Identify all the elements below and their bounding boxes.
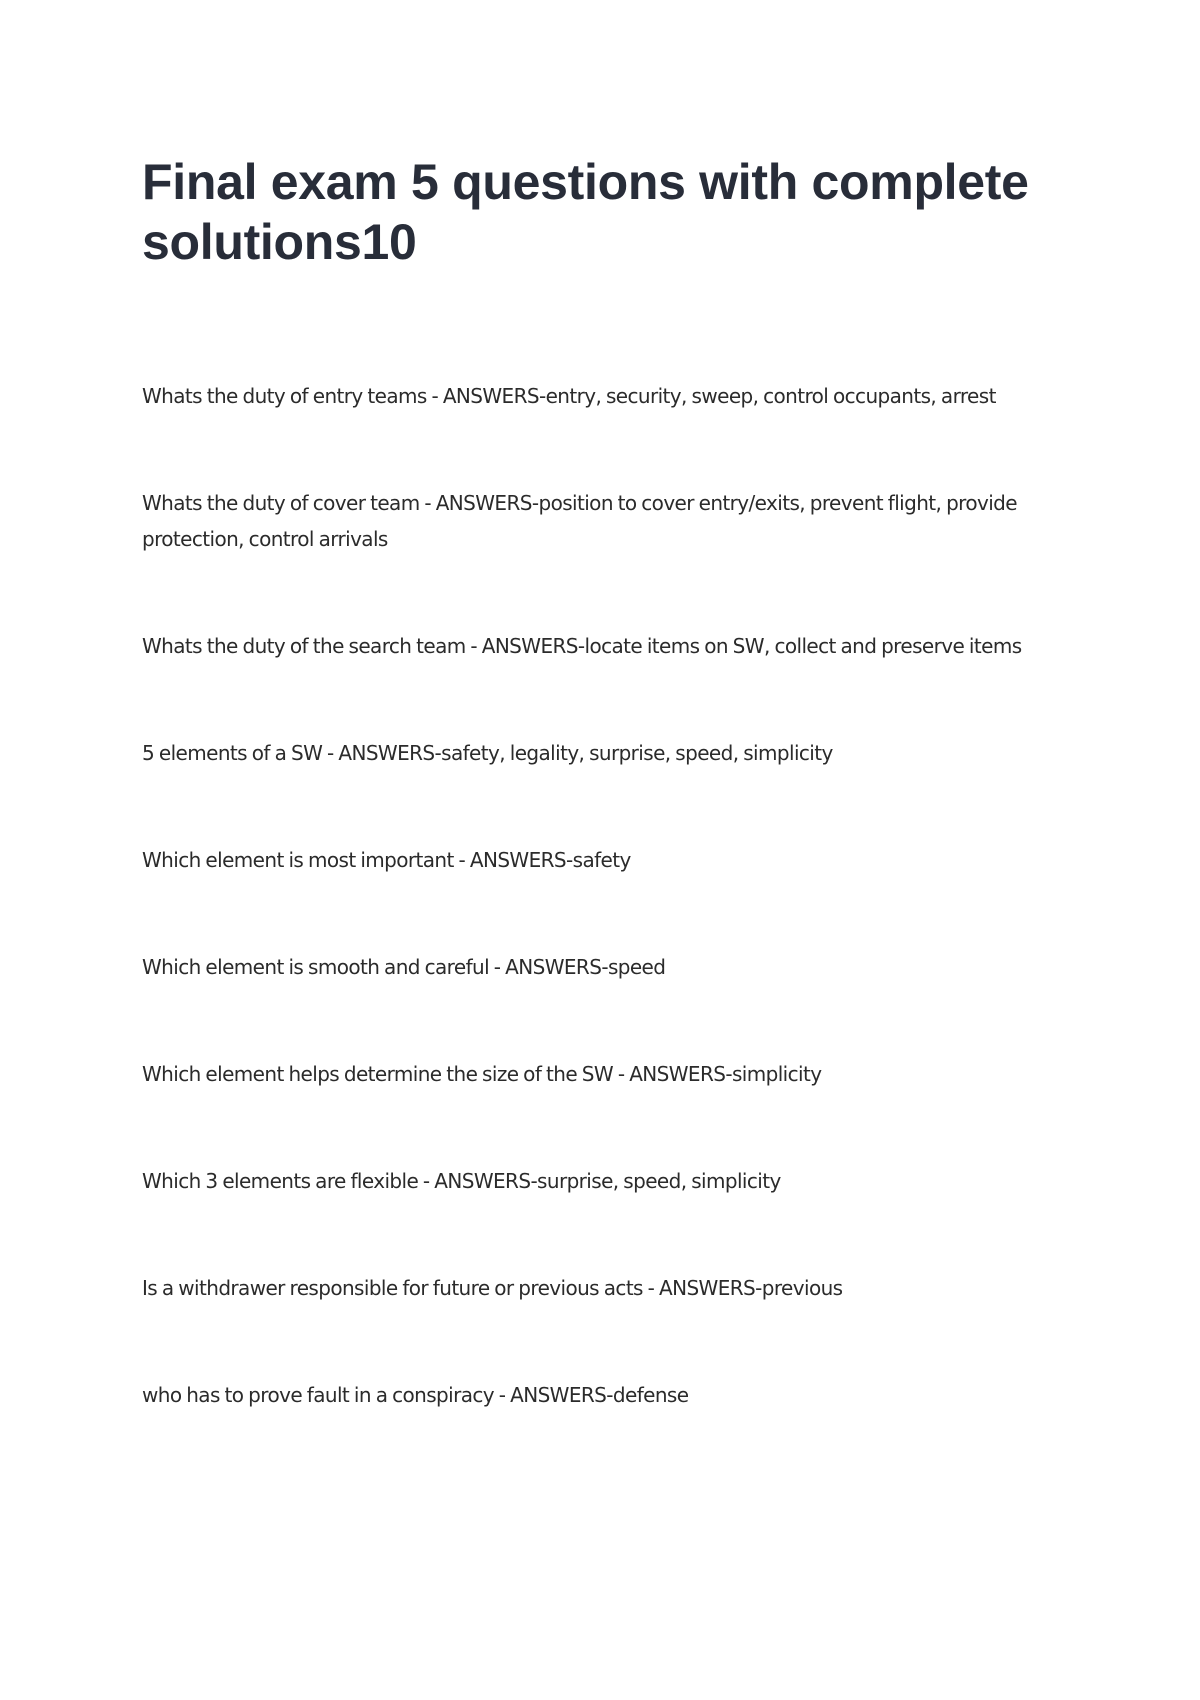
- qa-item-size-of-sw: Which element helps determine the size of the SW - ANSWERS-simplicity: [142, 1062, 822, 1086]
- qa-item-smooth-careful: Which element is smooth and careful - ANSWERS-speed: [142, 955, 666, 979]
- qa-item-most-important: Which element is most important - ANSWERS-safety: [142, 848, 631, 872]
- qa-item-entry-teams: Whats the duty of entry teams - ANSWERS-entry, security, sweep, control occupants, arrest: [142, 384, 996, 408]
- qa-item-five-elements: 5 elements of a SW - ANSWERS-safety, legality, surprise, speed, simplicity: [142, 741, 833, 765]
- qa-item-search-team: Whats the duty of the search team - ANSWERS-locate items on SW, collect and preserve items: [142, 634, 1022, 658]
- page-title: Final exam 5 questions with complete solutions10: [142, 154, 1029, 270]
- qa-item-conspiracy-fault: who has to prove fault in a conspiracy - ANSWERS-defense: [142, 1383, 689, 1407]
- qa-item-cover-team: Whats the duty of cover team - ANSWERS-position to cover entry/exits, prevent flight, provide protection, control arrivals: [142, 491, 1017, 551]
- qa-item-flexible-elements: Which 3 elements are flexible - ANSWERS-surprise, speed, simplicity: [142, 1169, 781, 1193]
- qa-item-withdrawer: Is a withdrawer responsible for future or previous acts - ANSWERS-previous: [142, 1276, 843, 1300]
